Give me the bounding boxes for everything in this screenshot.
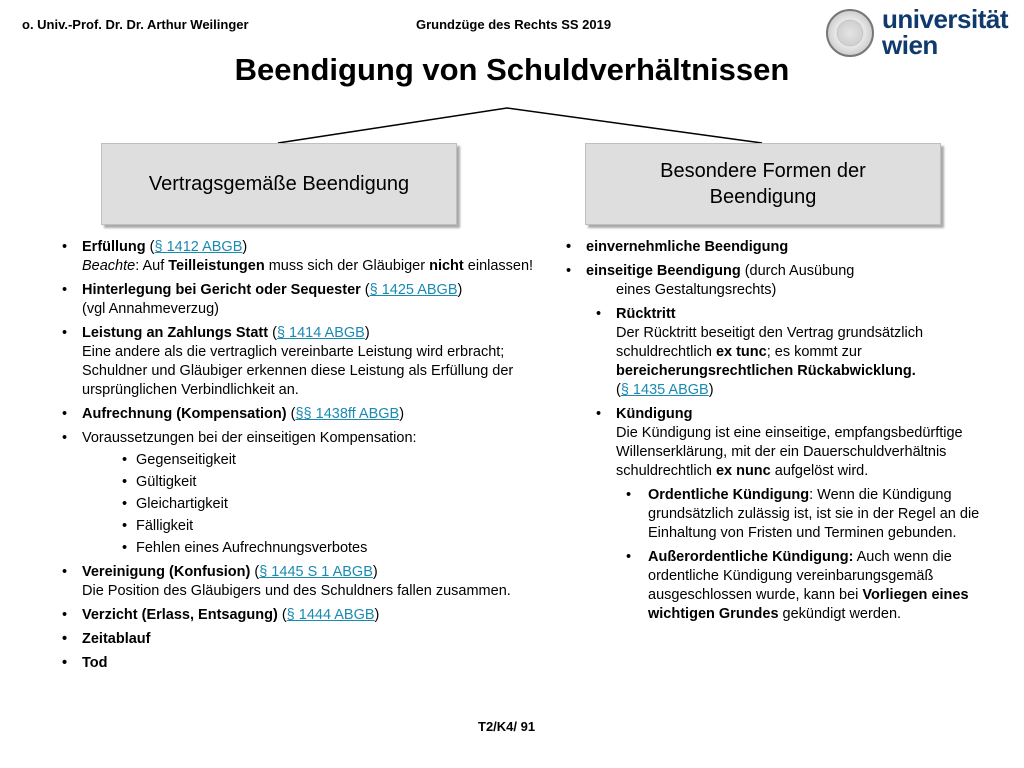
ausserordentlich-text-2: gekündigt werden. [778, 606, 902, 622]
rueckabwicklung: bereicherungsrechtlichen Rückabwicklung. [616, 363, 916, 379]
link-1414-abgb[interactable]: § 1414 ABGB [276, 325, 365, 341]
ex-tunc: ex tunc [715, 344, 767, 360]
list-item-verzicht: • Verzicht (Erlass, Entsagung) (§ 1444 ABGB) [62, 606, 542, 625]
list-item-hinterlegung: • Hinterlegung bei Gericht oder Sequester (§ 1425 ABGB) (vgl Annahmeverzug) [62, 281, 542, 319]
beachte-text-1: : Auf [135, 258, 169, 274]
list-item-ruecktritt: • Rücktritt Der Rücktritt beseitigt den Vertrag grundsätzlich schuldrechtlich ex tunc; es kommt zur bereicherungsrechtlichen Rückabwicklung. (§ 1435 ABGB) [596, 305, 1006, 400]
voraussetzungen-text: Voraussetzungen bei der einseitigen Kompensation: [82, 430, 417, 446]
hinterlegung-note: (vgl Annahmeverzug) [82, 301, 220, 317]
sub-item-label: Fälligkeit [136, 518, 194, 534]
page-number: T2/K4/ 91 [478, 719, 536, 734]
teilleistungen: Teilleistungen [168, 258, 265, 274]
einseitig-label: einseitige Beendigung [586, 263, 741, 279]
list-item-voraussetzungen [62, 429, 542, 448]
list-item-einseitig [566, 262, 1006, 300]
list-item-zeitablauf: • Zeitablauf [62, 630, 542, 649]
wichtiger-grund: Vorliegen eines wichtigen Grundes [648, 587, 969, 622]
vereinigung-text: Die Position des Gläubigers und des Schuldners fallen zusammen. [82, 583, 511, 599]
einseitig-line2: eines Gestaltungsrechts) [616, 282, 777, 298]
beachte-text-2: muss sich der Gläubiger [264, 258, 430, 274]
sub-item-label: Gegenseitigkeit [136, 452, 236, 468]
beachte-label: Beachte [82, 258, 136, 274]
kuendigung-text-2: aufgelöst wird. [770, 463, 869, 479]
sub-item-gueltigkeit [122, 473, 542, 492]
box-left-label: Vertragsgemäße Beendigung [148, 173, 410, 195]
logo-line-1: universität [882, 4, 1008, 34]
university-seal-icon [826, 9, 874, 57]
list-item-ordentlich [626, 486, 1006, 543]
ruecktritt-text-1: Der Rücktritt beseitigt den Vertrag grundsätzlich schuldrechtlich [616, 325, 924, 360]
kuendigung-label: Kündigung [616, 406, 693, 422]
ausserordentlich-text-1: Auch wenn die ordentliche Kündigung vereinbarungsgemäß ausgeschlossen wurde, kann bei [648, 549, 952, 603]
hinterlegung-label: Hinterlegung bei Gericht oder Sequester [82, 282, 361, 298]
ordentlich-text: : Wenn die Kündigung grundsätzlich zulässig ist, ist sie in der Regel an die Einhaltung von Fristen und Terminen gebunden. [648, 487, 980, 541]
ausserordentlich-label: Außerordentliche Kündigung: [648, 549, 854, 565]
header-author: o. Univ.-Prof. Dr. Dr. Arthur Weilinger [22, 17, 249, 32]
sub-item-label: Gleichartigkeit [136, 496, 228, 512]
list-item-vereinigung: • Vereinigung (Konfusion) (§ 1445 S 1 ABGB) Die Position des Gläubigers und des Schuldners fallen zusammen. [62, 563, 542, 601]
box-right-label: Besondere Formen der Beendigung [660, 160, 866, 208]
ordentlich-label: Ordentliche Kündigung [648, 487, 810, 503]
aufrechnung-label: Aufrechnung (Kompensation) [82, 406, 287, 422]
kuendigung-text-1: Die Kündigung ist eine einseitige, empfangsbedürftige Willenserklärung, mit der ein Dauerschuldverhältnis schuldrechtlich [616, 425, 963, 479]
beachte-text-3: einlassen! [463, 258, 534, 274]
erfuellung-label: Erfüllung [82, 239, 146, 255]
list-item-kuendigung [596, 405, 1006, 481]
link-1425-abgb[interactable]: § 1425 ABGB [369, 282, 458, 298]
list-item-tod: • Tod [62, 654, 542, 673]
sub-item-label: Fehlen eines Aufrechnungsverbotes [136, 540, 368, 556]
list-item-erfuellung: • Erfüllung (§ 1412 ABGB) Beachte: Auf Teilleistungen muss sich der Gläubiger nicht einlassen! [62, 238, 542, 276]
link-1438ff-abgb[interactable]: §§ 1438ff ABGB [295, 406, 400, 422]
sub-item-aufrechnungsverbot [122, 539, 542, 558]
ex-nunc: ex nunc [715, 463, 771, 479]
left-column [62, 238, 542, 678]
link-1444-abgb[interactable]: § 1444 ABGB [286, 607, 375, 623]
logo-line-2: wien [882, 30, 938, 60]
list-item-ausserordentlich [626, 548, 1006, 624]
sub-item-gleichartigkeit [122, 495, 542, 514]
link-1445-abgb[interactable]: § 1445 S 1 ABGB [259, 564, 373, 580]
list-item-aufrechnung: • Aufrechnung (Kompensation) (§§ 1438ff ABGB) [62, 405, 542, 424]
vereinigung-label: Vereinigung (Konfusion) [82, 564, 251, 580]
leistung-label: Leistung an Zahlungs Statt [82, 325, 269, 341]
leistung-text: Eine andere als die vertraglich vereinbarte Leistung wird erbracht; Schuldner und Gläubiger erkennen diese Leistung als Erfüllung der ursprünglichen Verbindlichkeit an. [82, 344, 514, 398]
einseitig-rest: (durch Ausübung [740, 263, 855, 279]
link-1435-abgb[interactable]: § 1435 ABGB [620, 382, 709, 398]
verzicht-label: Verzicht (Erlass, Entsagung) [82, 607, 278, 623]
nicht: nicht [429, 258, 464, 274]
list-item-leistung: • Leistung an Zahlungs Statt (§ 1414 ABGB) Eine andere als die vertraglich vereinbarte Leistung wird erbracht; Schuldner und Gläubiger erkennen diese Leistung als Erfüllung der ursprünglichen Verbindlichkeit an. [62, 324, 542, 400]
link-1412-abgb[interactable]: § 1412 ABGB [154, 239, 243, 255]
sub-item-faelligkeit [122, 517, 542, 536]
ruecktritt-text-2: ; es kommt zur [766, 344, 862, 360]
sub-item-label: Gültigkeit [136, 474, 197, 490]
page-title: Beendigung von Schuldverhältnissen [234, 52, 790, 87]
box-besondere-formen [585, 143, 941, 225]
ruecktritt-label: Rücktritt [616, 306, 676, 322]
header-course: Grundzüge des Rechts SS 2019 [416, 17, 612, 32]
right-column [566, 238, 1006, 629]
list-item-einvernehmlich: • einvernehmliche Beendigung [566, 238, 1006, 257]
box-vertragsgemaess [101, 143, 457, 225]
sub-item-gegenseitigkeit [122, 451, 542, 470]
